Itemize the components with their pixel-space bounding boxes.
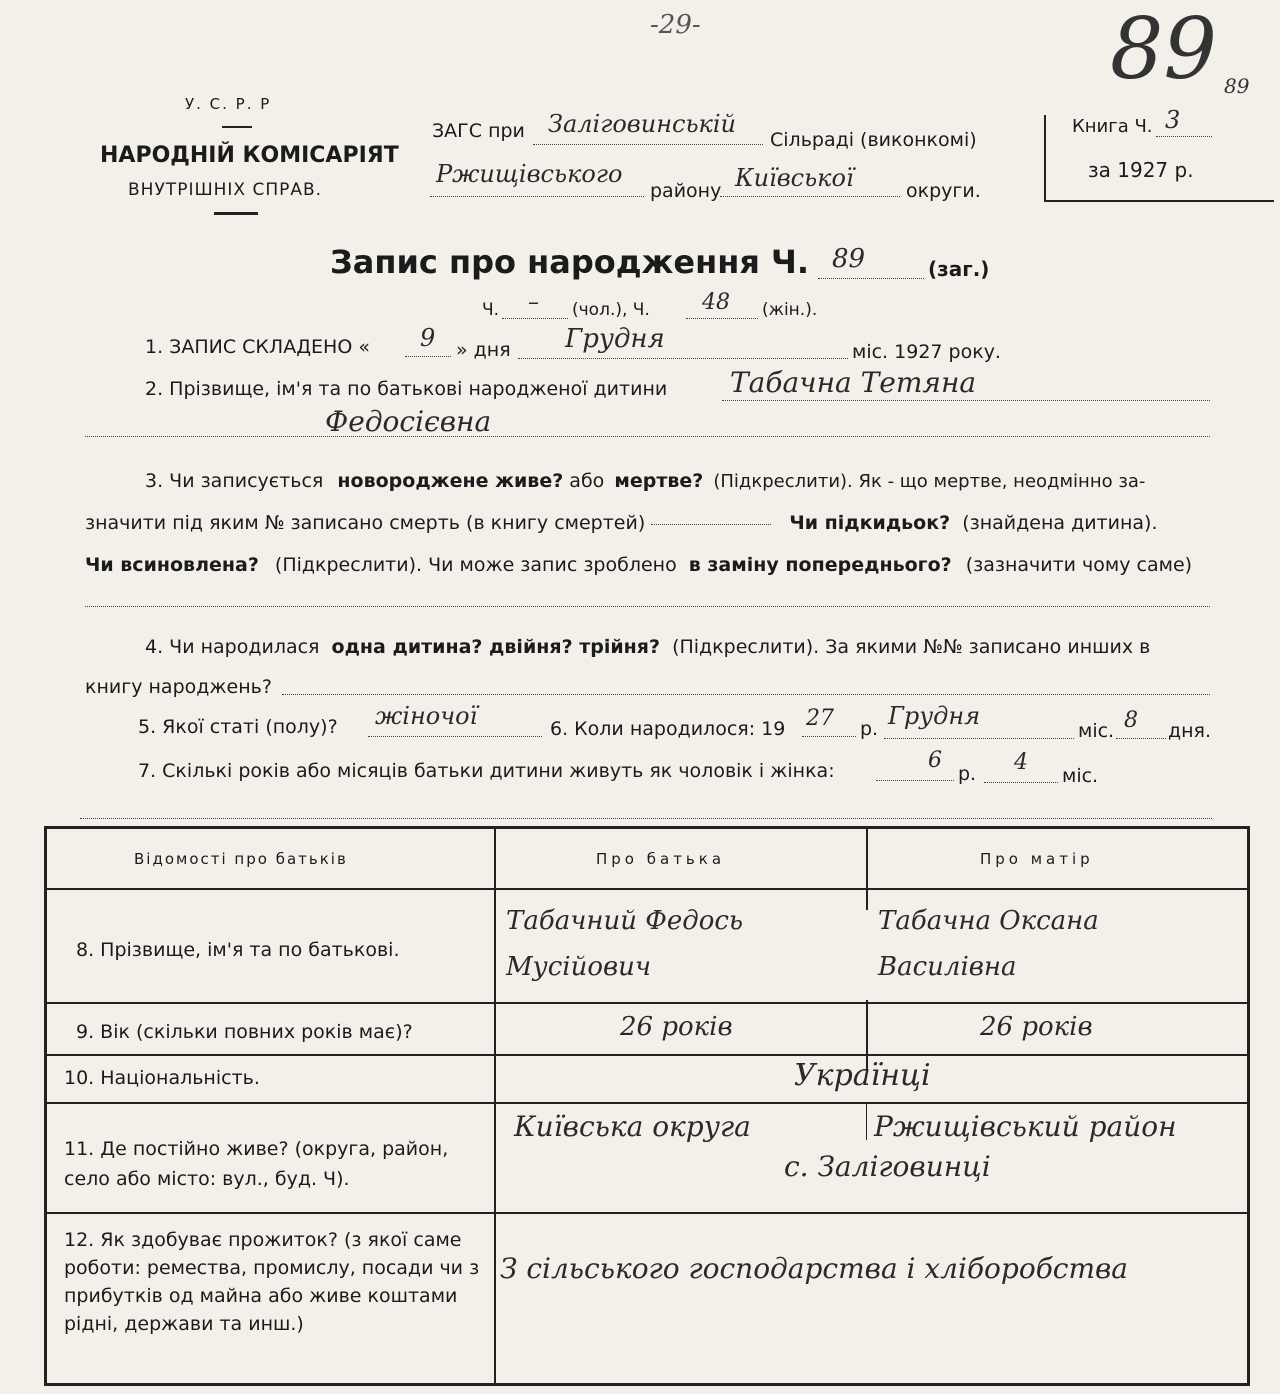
record-number-line — [818, 278, 924, 279]
parents-table — [44, 826, 1252, 1386]
commissariat-title: НАРОДНІЙ КОМІСАРІЯТ — [100, 143, 399, 168]
item7-years-value: 6 — [928, 748, 942, 773]
father-name-value: Табачний Федось Мусійович — [506, 906, 744, 982]
father-residence-value: Київська округа — [514, 1110, 751, 1143]
item1-day-suffix: » дня — [456, 339, 511, 361]
item3-line3 — [85, 554, 1192, 576]
sheet-number-annotation: 89 — [1110, 0, 1217, 98]
item7-years-suffix: р. — [958, 763, 977, 785]
book-box-border — [1044, 200, 1274, 202]
table-row-label-livelihood: 12. Як здобуває прожиток? (з якої саме роботи: ремества, промислу, посади чи з прибутків од майна або живе коштами рідні, держави та инш.) — [64, 1229, 480, 1335]
item1-month-line — [518, 358, 848, 359]
header-divider — [214, 212, 258, 215]
livelihood-value: З сільського господарства і хліборобства — [500, 1252, 1129, 1285]
female-count-line — [686, 318, 758, 319]
item3-text: 3. Чи записується — [145, 470, 324, 492]
internal-affairs-label: ВНУТРІШНІХ СПРАВ. — [128, 180, 323, 200]
item3-text: (Підкреслити). Як - що мертве, неодмінно за- — [713, 471, 1146, 492]
record-total-suffix: (заг.) — [928, 257, 990, 281]
male-count-suffix: (чол.), Ч. — [572, 300, 650, 320]
item6-year-value: 27 — [806, 706, 834, 731]
item4-options: одна дитина? двійня? трійня? — [331, 636, 661, 658]
sheet-number-small-annotation: 89 — [1224, 74, 1250, 98]
table-header-father: Про батька — [596, 850, 726, 868]
item1-label: 1. ЗАПИС СКЛАДЕНО « — [145, 336, 370, 358]
table-row-divider — [44, 1002, 1250, 1004]
table-row-divider — [44, 1212, 1250, 1214]
book-label: Книга Ч. — [1072, 116, 1153, 137]
child-name-line1: Табачна Тетяна — [730, 366, 977, 399]
item3-answer-line — [85, 606, 1210, 607]
table-border — [1247, 826, 1250, 1386]
item3-text: (зазначити чому саме) — [965, 554, 1193, 576]
item3-option-dead: мертве? — [614, 470, 704, 492]
male-count-line — [502, 318, 568, 319]
okrug-value: Київської — [735, 164, 854, 192]
item6-year-suffix: р. — [860, 718, 879, 740]
header-divider — [222, 126, 252, 128]
item1-year-suffix: міс. 1927 року. — [852, 341, 1001, 363]
female-count-suffix: (жін.). — [762, 300, 818, 320]
district-line — [430, 196, 644, 197]
mother-age-value: 26 років — [980, 1012, 1093, 1042]
table-border — [44, 826, 1250, 829]
okrug-label: округи. — [906, 180, 981, 202]
table-column-divider — [866, 1104, 867, 1140]
item2-line — [722, 400, 1210, 401]
item7-answer-line — [80, 818, 1212, 819]
item3-line1 — [145, 470, 1145, 492]
table-border — [44, 1383, 1250, 1386]
table-column-divider — [866, 826, 868, 910]
item7-label: 7. Скількі років або місяців батьки дитини живуть як чоловік і жінка: — [138, 760, 835, 782]
item3-text: значити під яким № записано смерть (в книгу смертей) — [85, 512, 646, 534]
mother-residence-value: Ржищівський район — [874, 1110, 1177, 1143]
item7-years-line — [876, 780, 954, 781]
item6-month-suffix: міс. — [1078, 720, 1115, 742]
record-number-value: 89 — [832, 244, 866, 274]
table-row-divider — [44, 888, 1250, 890]
item7-months-line — [984, 782, 1058, 783]
item7-months-value: 4 — [1014, 750, 1028, 775]
archive-number-annotation: -29- — [650, 10, 701, 40]
table-row-divider — [44, 1054, 1250, 1056]
item4-line2: книгу народжень? — [85, 676, 272, 698]
item6-month-line — [884, 738, 1074, 739]
table-header-info: Відомості про батьків — [134, 850, 348, 868]
item5-value: жіночої — [375, 702, 478, 730]
male-count-label: Ч. — [482, 300, 500, 320]
page-title: Запис про народження Ч. — [330, 243, 810, 281]
item4-answer-line — [282, 694, 1210, 695]
male-count-value: – — [528, 290, 539, 315]
item6-day-value: 8 — [1124, 708, 1138, 733]
item5-line — [368, 736, 542, 737]
item7-months-suffix: міс. — [1062, 765, 1099, 787]
table-row-label-name: 8. Прізвище, ім'я та по батькові. — [76, 939, 400, 961]
village-council-value: Заліговинській — [548, 110, 737, 138]
book-box-border — [1044, 115, 1046, 201]
item3-option-foundling: Чи підкидьок? — [789, 512, 951, 534]
item1-day-value: 9 — [420, 324, 436, 352]
item6-day-suffix: дня. — [1168, 720, 1212, 742]
item6-month-value: Грудня — [888, 702, 981, 730]
okrug-line — [720, 196, 900, 197]
mother-name-value: Табачна Оксана Василівна — [878, 906, 1099, 982]
child-name-line2: Федосієвна — [325, 405, 492, 438]
item3-line2 — [85, 512, 1157, 534]
item3-text: (Підкреслити). Чи може запис зроблено — [274, 554, 677, 576]
item4-text: (Підкреслити). За якими №№ записано инших в — [672, 636, 1151, 658]
item1-day-line — [405, 356, 451, 357]
district-value: Ржищівського — [436, 160, 623, 188]
item6-label: 6. Коли народилося: 19 — [550, 718, 786, 740]
book-number-value: 3 — [1165, 106, 1181, 134]
table-row-divider — [44, 1102, 1250, 1104]
table-row-label-residence: 11. Де постійно живе? (округа, район, село або місто: вул., буд. Ч). — [64, 1138, 449, 1190]
item6-day-line — [1116, 738, 1166, 739]
table-column-divider — [494, 826, 496, 1386]
item6-year-line — [802, 736, 856, 737]
village-council-line — [533, 144, 763, 145]
father-age-value: 26 років — [620, 1012, 733, 1042]
ussr-label: У. С. Р. Р — [185, 95, 272, 113]
item3-text: або — [569, 470, 605, 492]
table-row-label-nationality: 10. Національність. — [64, 1067, 260, 1089]
district-label: району — [650, 180, 722, 202]
item3-text: (знайдена дитина). — [962, 512, 1158, 534]
female-count-value: 48 — [702, 290, 730, 315]
item1-month-value: Грудня — [565, 324, 665, 354]
table-border — [44, 826, 47, 1386]
item2-label: 2. Прізвище, ім'я та по батькові народженої дитини — [145, 378, 668, 400]
item4-text: 4. Чи народилася — [145, 636, 320, 658]
item5-label: 5. Якої статі (полу)? — [138, 716, 338, 738]
table-row-label-age: 9. Вік (скільки повних років має)? — [76, 1021, 413, 1043]
nationality-value: Українці — [794, 1058, 931, 1093]
book-year: за 1927 р. — [1088, 158, 1194, 182]
item4-line1 — [145, 636, 1150, 658]
item3-option-adopted: Чи всиновлена? — [85, 554, 259, 576]
residence-village-value: с. Заліговинці — [784, 1150, 991, 1183]
item3-option-alive: новороджене живе? — [337, 470, 564, 492]
book-number-line — [1156, 136, 1212, 137]
zags-prefix: ЗАГС при — [432, 120, 525, 142]
item2-line-2 — [85, 436, 1210, 437]
council-label: Сільраді (виконкомі) — [770, 129, 977, 151]
table-header-mother: Про матір — [980, 850, 1094, 868]
item3-option-replacement: в заміну попереднього? — [688, 554, 952, 576]
item3-death-line — [651, 524, 771, 525]
